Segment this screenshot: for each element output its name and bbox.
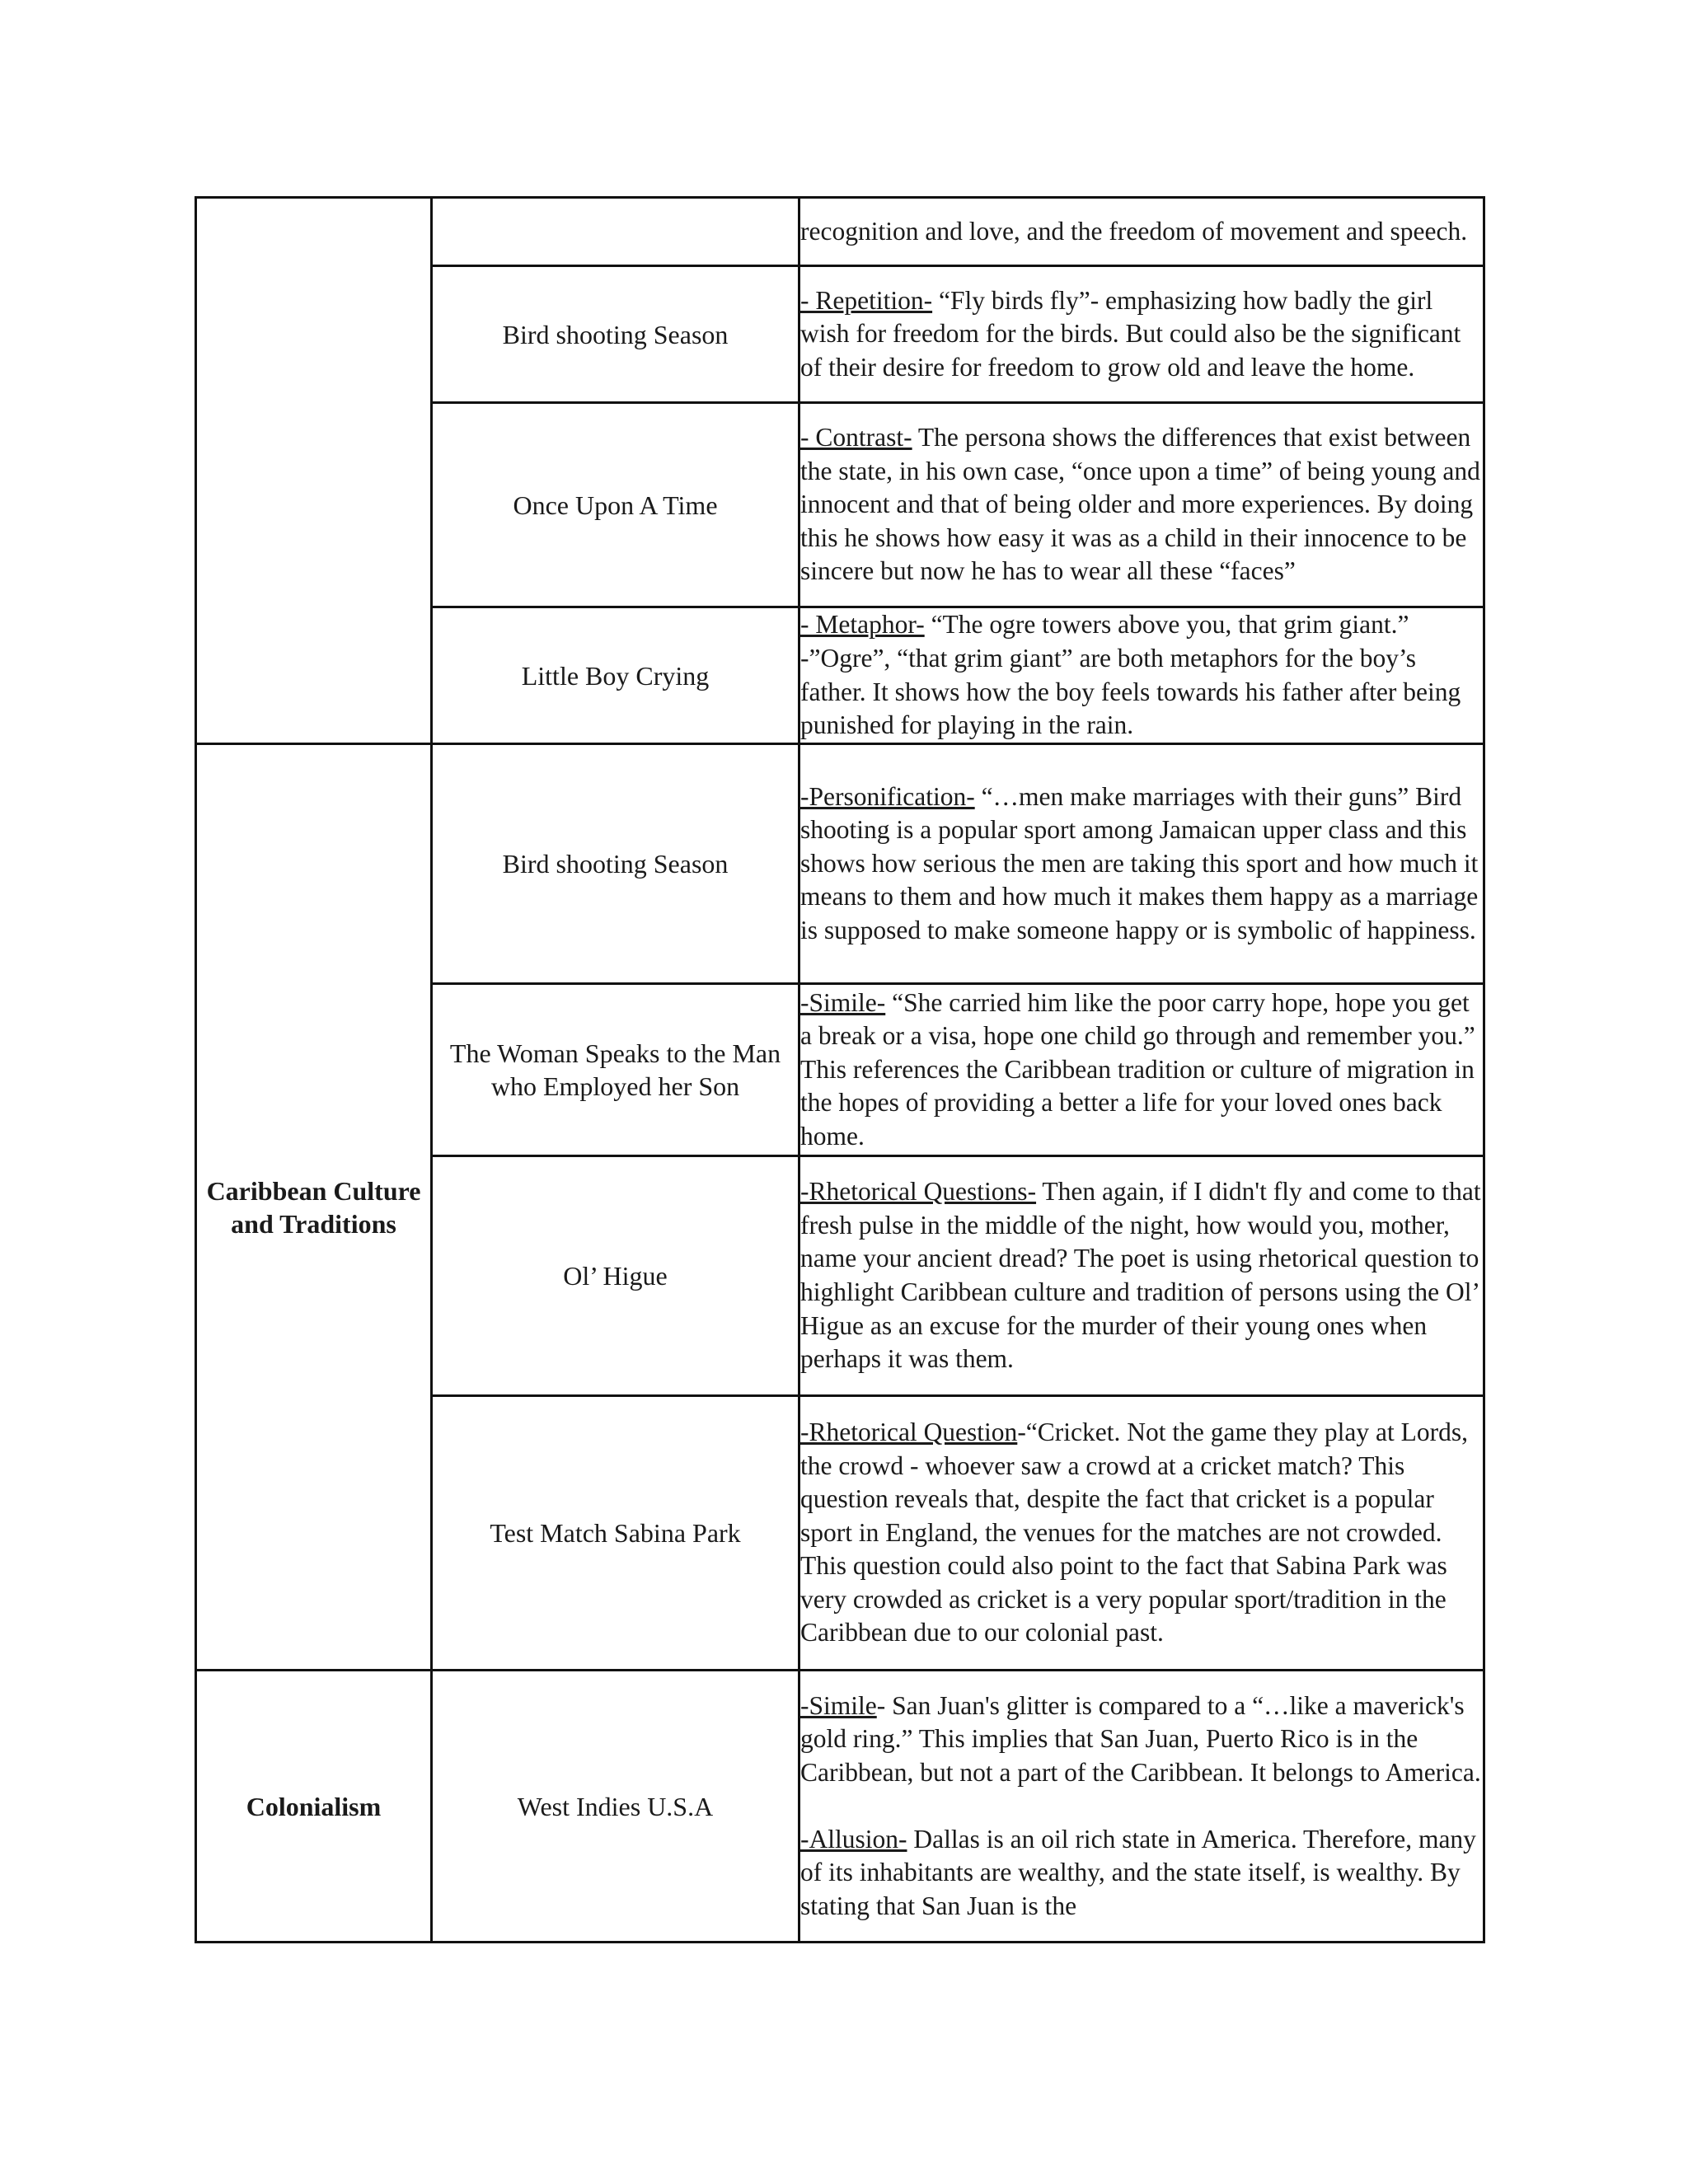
analysis-cell	[799, 266, 1484, 403]
literary-device-label: -Simile-	[800, 987, 886, 1017]
analysis-cell	[799, 984, 1484, 1156]
analysis-text: - San Juan's glitter is compared to a “…like a maverick's gold ring.” This implies that San Juan, Puerto Rico is in the Caribbean, but not a part of the Caribbean. It belongs to America.	[800, 1690, 1481, 1787]
analysis-text: “She carried him like the poor carry hope, hope you get a break or a visa, hope one child go through and remember you.” This references the Caribbean tradition or culture of migration in the hopes of providing a better a life for your loved ones back home.	[800, 987, 1475, 1151]
paragraph-spacer	[800, 1790, 1483, 1823]
analysis-paragraph	[800, 780, 1483, 948]
poem-title-cell: West Indies U.S.A	[432, 1671, 799, 1943]
analysis-text: recognition and love, and the freedom of movement and speech.	[800, 216, 1468, 246]
literary-device-label: - Metaphor-	[800, 610, 925, 640]
analysis-paragraph	[800, 608, 1483, 742]
poem-title-cell: Bird shooting Season	[432, 744, 799, 984]
analysis-cell	[799, 403, 1484, 607]
poem-title-cell: The Woman Speaks to the Man who Employed her Son	[432, 984, 799, 1156]
analysis-cell	[799, 1156, 1484, 1396]
poem-title-cell: Bird shooting Season	[432, 266, 799, 403]
analysis-paragraph	[800, 1416, 1483, 1650]
analysis-text: “…men make marriages with their guns” Bird shooting is a popular sport among Jamaican upper class and this shows how serious the men are taking this sport and how much it means to them and how much it makes them happy as a marriage is supposed to make someone happy or is symbolic of happiness.	[800, 781, 1479, 944]
analysis-paragraph	[800, 1690, 1483, 1790]
analysis-cell	[799, 198, 1484, 266]
analysis-paragraph	[800, 987, 1483, 1154]
analysis-paragraph	[800, 1823, 1483, 1924]
analysis-text: The persona shows the differences that exist between the state, in his own case, “once upon a time” of being young and innocent and that of being older and more experiences. By doing this he shows how easy it was as a child in their innocence to be sincere but now he has to wear all these “faces”	[800, 423, 1480, 586]
poem-title-cell: Ol’ Higue	[432, 1156, 799, 1396]
literary-devices-table	[195, 196, 1485, 1943]
theme-cell: Colonialism	[196, 1671, 432, 1943]
literary-device-label: -Simile	[800, 1690, 877, 1720]
analysis-cell	[799, 607, 1484, 744]
analysis-text: Then again, if I didn't fly and come to that fresh pulse in the middle of the night, how would you, mother, name your ancient dread? The poet is using rhetorical question to highlight Caribbean culture and tradition of persons using the Ol’ Higue as an excuse for the murder of their young ones when perhaps it was them.	[800, 1177, 1481, 1374]
poem-title-cell	[432, 198, 799, 266]
analysis-text: “The ogre towers above you, that grim giant.” -”Ogre”, “that grim giant” are both metaphors for the boy’s father. It shows how the boy feels towards his father after being punished for playing in the rain.	[800, 610, 1461, 740]
analysis-paragraph	[800, 1175, 1483, 1376]
analysis-cell	[799, 1671, 1484, 1943]
analysis-paragraph	[800, 421, 1483, 588]
literary-device-label: - Contrast-	[800, 423, 912, 452]
literary-device-label: - Repetition-	[800, 285, 933, 315]
analysis-paragraph	[800, 215, 1483, 249]
literary-device-label: -Rhetorical Question	[800, 1417, 1018, 1446]
table-row	[196, 744, 1484, 984]
analysis-paragraph	[800, 284, 1483, 385]
analysis-cell	[799, 1396, 1484, 1671]
analysis-text: Dallas is an oil rich state in America. Therefore, many of its inhabitants are wealthy, and the state itself, is wealthy. By stating that San Juan is the	[800, 1824, 1476, 1920]
poem-title-cell: Little Boy Crying	[432, 607, 799, 744]
poem-title-cell: Test Match Sabina Park	[432, 1396, 799, 1671]
analysis-cell	[799, 744, 1484, 984]
theme-cell-empty	[196, 198, 432, 744]
analysis-text: “Fly birds fly”- emphasizing how badly the girl wish for freedom for the birds. But could also be the significant of their desire for freedom to grow old and leave the home.	[800, 285, 1461, 382]
literary-device-label: -Allusion-	[800, 1824, 907, 1854]
theme-cell: Caribbean Culture and Traditions	[196, 744, 432, 1671]
analysis-text: -“Cricket. Not the game they play at Lords, the crowd - whoever saw a crowd at a cricket match? This question reveals that, despite the fact that cricket is a popular sport in England, the venues for the matches are not crowded. This question could also point to the fact that Sabina Park was very crowded as cricket is a very popular sport/tradition in the Caribbean due to our colonial past.	[800, 1417, 1469, 1647]
literary-device-label: -Rhetorical Questions-	[800, 1177, 1037, 1207]
table-row	[196, 1671, 1484, 1943]
poem-title-cell: Once Upon A Time	[432, 403, 799, 607]
table-row	[196, 198, 1484, 266]
literary-device-label: -Personification-	[800, 781, 975, 811]
